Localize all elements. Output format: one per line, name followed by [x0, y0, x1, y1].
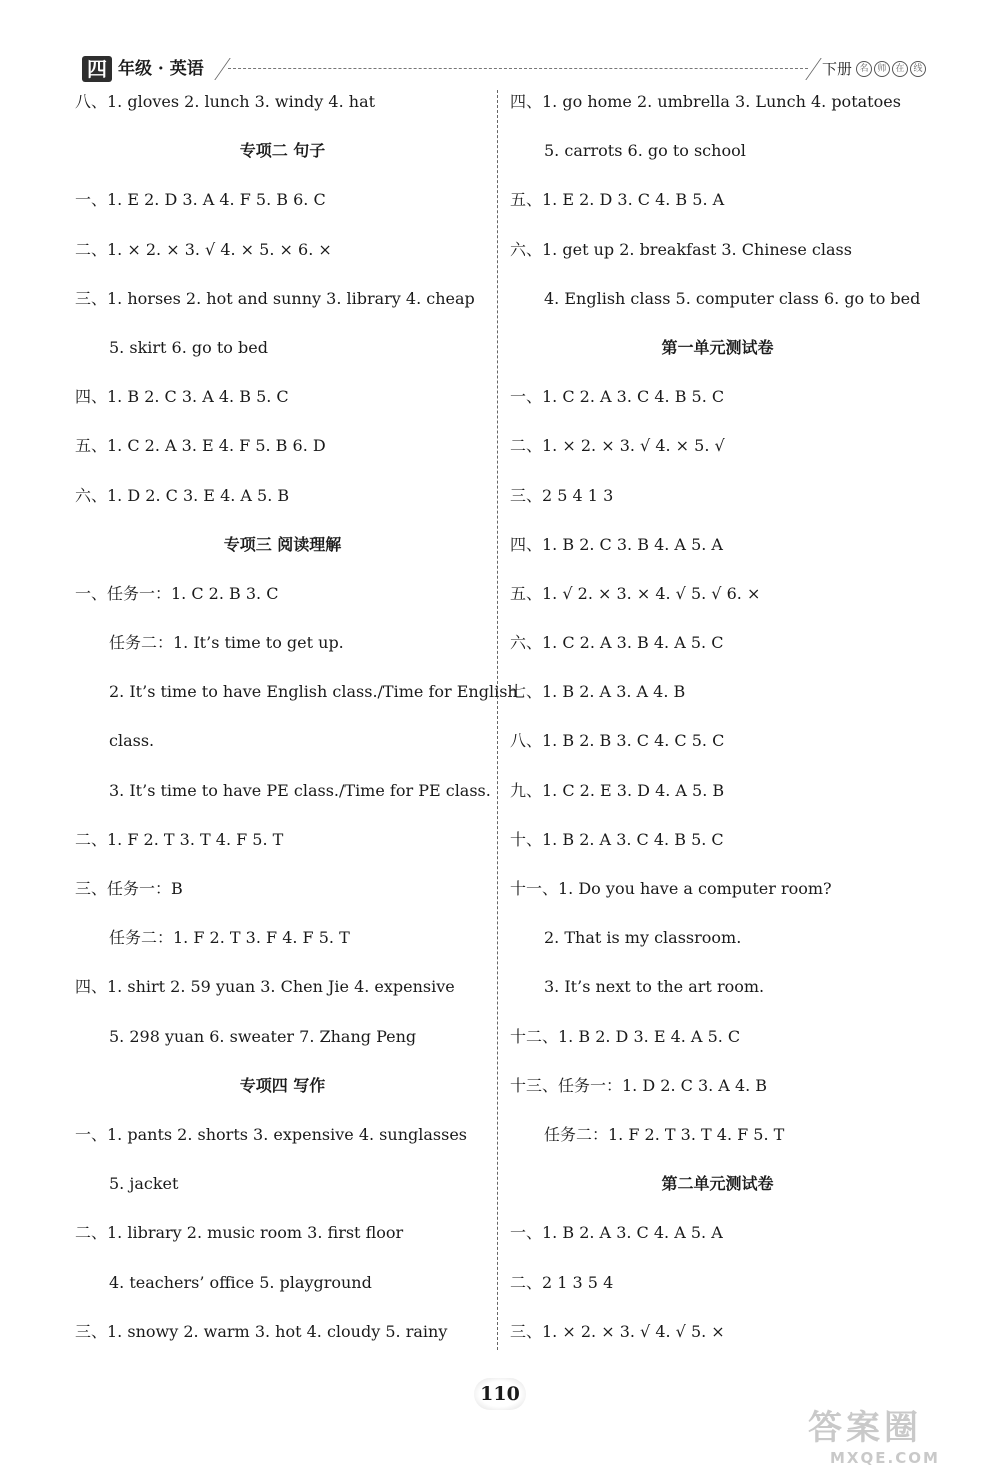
answer-line: 任务二：1. F 2. T 3. F 4. F 5. T [109, 928, 350, 948]
section-heading: 专项四 写作 [239, 1075, 326, 1095]
answer-line: 五、1. E 2. D 3. C 4. B 5. A [510, 190, 725, 210]
answer-line: 五、1. √ 2. × 3. × 4. √ 5. √ 6. × [510, 583, 761, 603]
answer-line: 三、1. × 2. × 3. √ 4. √ 5. × [510, 1321, 725, 1341]
answer-line: 5. jacket [109, 1174, 179, 1194]
page-header [0, 0, 1000, 90]
badge-char: 在 [892, 61, 908, 77]
series-badge [856, 61, 926, 77]
answer-line: 二、1. F 2. T 3. T 4. F 5. T [75, 829, 284, 849]
watermark-text: 答案圈 [808, 1408, 922, 1448]
answer-line: 二、1. library 2. music room 3. first floor [75, 1223, 404, 1243]
answer-line: 十一、1. Do you have a computer room? [510, 879, 832, 898]
answer-line: 四、1. B 2. C 3. B 4. A 5. A [510, 534, 723, 554]
answer-line: 任务二：1. It’s time to get up. [109, 633, 344, 653]
answer-line: 2. That is my classroom. [544, 928, 742, 948]
subject-title: 年级 · 英语 [118, 59, 204, 79]
answer-line: 十二、1. B 2. D 3. E 4. A 5. C [510, 1026, 741, 1046]
answer-line: 一、1. B 2. A 3. C 4. A 5. A [510, 1223, 723, 1243]
answer-line: 三、任务一：B [75, 879, 183, 898]
watermark-logo [808, 1400, 978, 1468]
answer-line: 3. It’s time to have PE class./Time for PE class. [109, 780, 491, 800]
answer-line: 4. teachers’ office 5. playground [109, 1272, 372, 1292]
answer-line: 4. English class 5. computer class 6. go to bed [544, 288, 921, 308]
answer-line: 十、1. B 2. A 3. C 4. B 5. C [510, 829, 724, 849]
answer-line: 5. skirt 6. go to bed [109, 337, 268, 357]
section-heading: 第一单元测试卷 [661, 337, 774, 357]
answer-line: 5. carrots 6. go to school [544, 141, 746, 161]
section-heading: 专项三 阅读理解 [223, 534, 342, 554]
badge-char: 师 [874, 61, 890, 77]
answer-line: 二、1. × 2. × 3. √ 4. × 5. √ [510, 436, 725, 456]
answer-line: 三、1. horses 2. hot and sunny 3. library 4. cheap [75, 288, 475, 308]
answer-line: 六、1. get up 2. breakfast 3. Chinese class [510, 239, 852, 259]
page-number: 110 [474, 1378, 526, 1410]
answer-line: 十三、任务一：1. D 2. C 3. A 4. B [510, 1075, 768, 1095]
watermark-url: MXQE.COM [830, 1449, 940, 1467]
badge-char: 线 [910, 61, 926, 77]
answer-line: 六、1. D 2. C 3. E 4. A 5. B [75, 485, 290, 505]
grade-badge: 四 [82, 56, 112, 82]
answer-line: 一、1. pants 2. shorts 3. expensive 4. sunglasses [75, 1124, 467, 1144]
header-dashed-rule [228, 68, 808, 69]
answer-line: 5. 298 yuan 6. sweater 7. Zhang Peng [109, 1026, 417, 1046]
answer-line: 二、1. × 2. × 3. √ 4. × 5. × 6. × [75, 239, 332, 259]
answer-line: 四、1. go home 2. umbrella 3. Lunch 4. potatoes [510, 92, 901, 111]
badge-char: 名 [856, 61, 872, 77]
answer-line: 3. It’s next to the art room. [544, 977, 765, 997]
header-slash-right [805, 58, 821, 80]
answer-line: 2. It’s time to have English class./Time for English [109, 682, 518, 702]
answer-line: class. [109, 731, 155, 751]
answer-line: 一、1. C 2. A 3. C 4. B 5. C [510, 387, 725, 407]
answer-line: 六、1. C 2. A 3. B 4. A 5. C [510, 633, 724, 653]
volume-label: 下册 [822, 60, 853, 78]
answer-line: 九、1. C 2. E 3. D 4. A 5. B [510, 780, 725, 800]
answer-line: 八、1. B 2. B 3. C 4. C 5. C [510, 731, 725, 751]
answer-line: 一、任务一：1. C 2. B 3. C [75, 583, 279, 603]
column-divider [497, 90, 498, 1350]
answer-line: 八、1. gloves 2. lunch 3. windy 4. hat [75, 92, 376, 111]
answer-line: 三、2 5 4 1 3 [510, 485, 614, 505]
section-heading: 第二单元测试卷 [661, 1174, 774, 1194]
answer-line: 七、1. B 2. A 3. A 4. B [510, 682, 686, 702]
section-heading: 专项二 句子 [239, 141, 326, 161]
left-column [75, 83, 518, 1362]
answer-line: 三、1. snowy 2. warm 3. hot 4. cloudy 5. rainy [75, 1321, 448, 1341]
header-slash-left [214, 58, 230, 80]
answer-line: 四、1. shirt 2. 59 yuan 3. Chen Jie 4. expensive [75, 977, 455, 997]
answer-line: 一、1. E 2. D 3. A 4. F 5. B 6. C [75, 190, 326, 210]
answer-line: 二、2 1 3 5 4 [510, 1272, 614, 1292]
answer-line: 任务二：1. F 2. T 3. T 4. F 5. T [544, 1124, 785, 1144]
answer-line: 五、1. C 2. A 3. E 4. F 5. B 6. D [75, 436, 326, 456]
answer-line: 四、1. B 2. C 3. A 4. B 5. C [75, 387, 289, 407]
right-column [510, 83, 925, 1362]
